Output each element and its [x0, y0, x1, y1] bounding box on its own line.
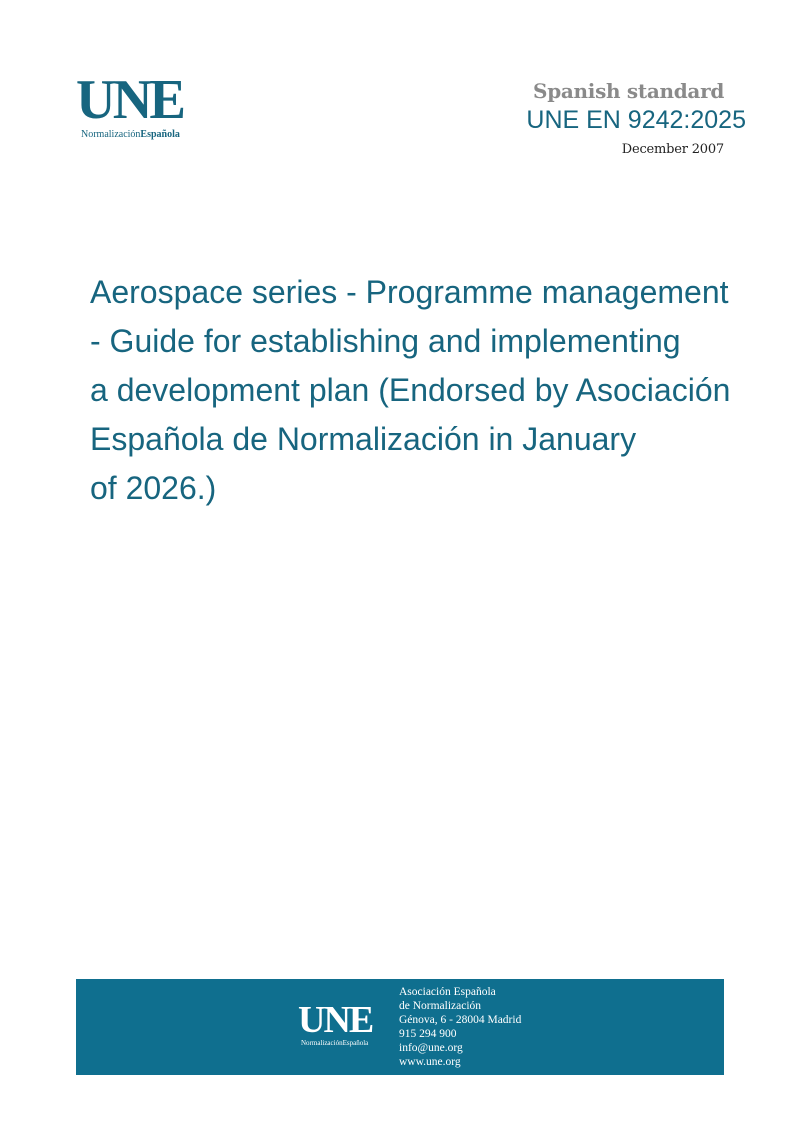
footer-banner [76, 979, 724, 1075]
org-phone: 915 294 900 [399, 1028, 457, 1040]
document-title [90, 268, 770, 513]
organization-info [399, 985, 521, 1069]
footer-logo-sub-normal: Normalización [301, 1039, 343, 1047]
title-line: Aerospace series - Programme management [90, 274, 729, 310]
logo-sub-normal: Normalización [81, 129, 141, 140]
org-name-line-1: Asociación Española [399, 986, 496, 998]
title-line: - Guide for establishing and implementing [90, 323, 681, 359]
logo-mark: UNE [76, 69, 184, 131]
document-date: December 2007 [621, 142, 724, 157]
footer-logo-sub-bold: Española [342, 1039, 369, 1047]
document-header [526, 78, 746, 164]
title-line: of 2026.) [90, 470, 217, 506]
org-name-line-2: de Normalización [399, 1000, 482, 1012]
logo-sub-bold: Española [140, 129, 180, 140]
org-email: info@une.org [399, 1042, 463, 1054]
org-address: Génova, 6 - 28004 Madrid [399, 1014, 522, 1026]
une-logo [76, 69, 206, 144]
footer-une-logo [298, 1001, 388, 1047]
footer-logo-mark: UNE [298, 999, 373, 1041]
document-code: UNE EN 9242:2025 [526, 106, 746, 134]
document-type: Spanish standard [533, 79, 724, 103]
footer-logo-subtitle [301, 1039, 388, 1047]
org-website: www.une.org [399, 1056, 461, 1068]
title-line: a development plan (Endorsed by Asociación [90, 372, 731, 408]
title-line: Española de Normalización in January [90, 421, 637, 457]
